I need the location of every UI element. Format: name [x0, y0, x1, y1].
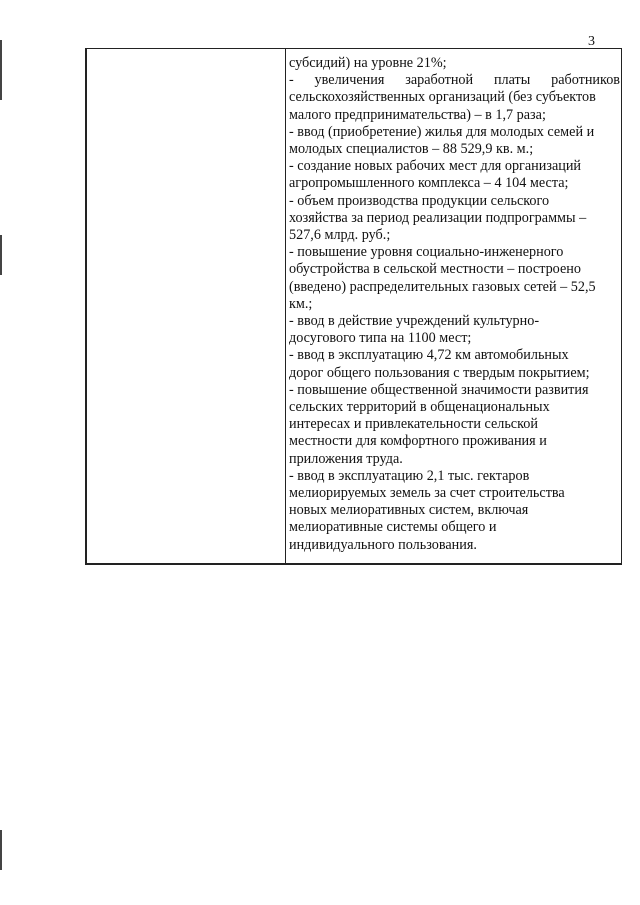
text-line: дорог общего пользования с твердым покрытием; — [289, 364, 590, 381]
text-line: интересах и привлекательности сельской — [289, 416, 538, 433]
text-line: 527,6 млрд. руб.; — [289, 227, 391, 244]
text-line: молодых специалистов – 88 529,9 кв. м.; — [289, 141, 534, 158]
text-line: мелиорируемых земель за счет строительства — [289, 485, 565, 502]
text-line: сельских территорий в общенациональных — [289, 399, 550, 416]
text-line: - повышение уровня социально-инженерного — [289, 244, 564, 261]
text-line: сельскохозяйственных организаций (без субъектов — [289, 89, 596, 106]
column-divider — [285, 49, 286, 563]
text-line: индивидуального пользования. — [289, 536, 477, 553]
text-line: досугового типа на 1100 мест; — [289, 330, 472, 347]
text-line: новых мелиоративных систем, включая — [289, 502, 529, 519]
text-line: местности для комфортного проживания и — [289, 433, 547, 450]
text-line: - увеличения заработной платы работников — [289, 72, 620, 89]
text-line: приложения труда. — [289, 450, 403, 467]
text-line: км.; — [289, 295, 313, 312]
text-line: - ввод в эксплуатацию 2,1 тыс. гектаров — [289, 467, 530, 484]
text-line: - объем производства продукции сельского — [289, 192, 550, 209]
text-line: - повышение общественной значимости развития — [289, 381, 589, 398]
text-line: - создание новых рабочих мест для организаций — [289, 158, 582, 175]
page-number: 3 — [588, 34, 595, 49]
text-line: обустройства в сельской местности – построено — [289, 261, 581, 278]
text-line: - ввод в эксплуатацию 4,72 км автомобильных — [289, 347, 569, 364]
scan-edge-mark — [0, 235, 2, 275]
text-line: агропромышленного комплекса – 4 104 места; — [289, 175, 569, 192]
scan-edge-mark — [0, 830, 2, 870]
text-line: хозяйства за период реализации подпрограммы – — [289, 209, 587, 226]
document-table — [85, 48, 622, 565]
table-cell-text — [289, 55, 620, 554]
text-line: - ввод (приобретение) жилья для молодых семей и — [289, 123, 595, 140]
text-line: малого предпринимательства) – в 1,7 раза; — [289, 106, 546, 123]
text-line: (введено) распределительных газовых сетей – 52,5 — [289, 278, 596, 295]
text-line: - ввод в действие учреждений культурно- — [289, 313, 540, 330]
text-line: мелиоративные системы общего и — [289, 519, 497, 536]
text-line: субсидий) на уровне 21%; — [289, 55, 447, 71]
scan-edge-mark — [0, 40, 2, 100]
